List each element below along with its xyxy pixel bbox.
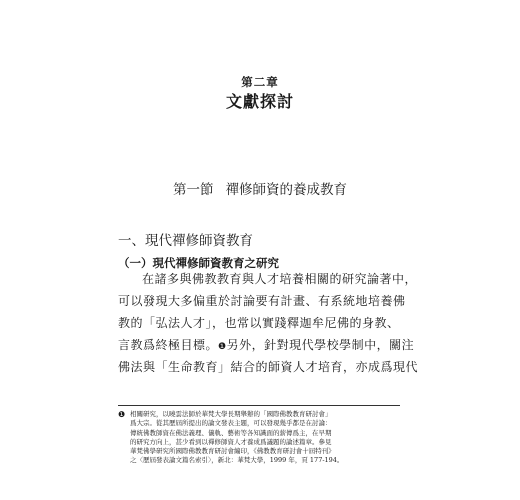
footnote-divider xyxy=(118,405,400,406)
section-heading xyxy=(0,178,520,198)
subsection-heading: 一、現代禪修師資教育 xyxy=(118,233,253,249)
chapter-number: 第二章 xyxy=(241,75,279,89)
chapter-title: 文獻探討 xyxy=(225,92,294,111)
subsubsection-heading: （一）現代禪修師資教育之研究 xyxy=(118,256,279,270)
body-line: 教的「弘法人才」，也常以實踐釋迦牟尼佛的身教、 xyxy=(118,316,400,330)
footnote-line: 爲大宗。從其歷屆所提出的論文發表主題，可以發現幾乎都是在討論： xyxy=(130,419,332,428)
body-line: 佛法與「生命教育」結合的師資人才培育，亦成爲現代 xyxy=(118,360,419,374)
footnote-line: 之〈歷屆發表論文篇名索引〉，新北：華梵大學，1999 年，頁 177-194。 xyxy=(130,456,344,465)
footnote-mark: ❶ xyxy=(118,410,126,419)
footnote-line: 相關研究，以曉雲法師於華梵大學長期舉辦的「國際佛教教育研討會」 xyxy=(130,410,332,418)
footnote-text xyxy=(130,410,400,466)
body-line-head: 言教爲終極目標。 xyxy=(118,338,219,352)
section-title: 禪修師資的養成教育 xyxy=(225,182,347,198)
footnote-reference[interactable]: ❶ xyxy=(218,342,227,352)
body-line xyxy=(118,334,415,356)
body-line-tail: 另外，針對現代學校學制中，關注 xyxy=(226,338,415,352)
footnote-line: 傳統佛教師資在佛法義理、儀軌、藝術等各知識面的薪傳爲主，在早期 xyxy=(130,428,332,437)
section-label: 第一節 xyxy=(173,182,214,198)
body-text xyxy=(118,268,419,378)
body-line: 可以發現大多偏重於討論要有計畫、有系統地培養佛 xyxy=(118,294,406,308)
body-line: 在諸多與佛教教育與人才培養相關的研究論著中， xyxy=(142,272,418,286)
footnote-line: 華梵佛學研究所國際佛教教育研討會編印，《佛教教育研討會十屆特刊》 xyxy=(130,447,335,456)
footnote xyxy=(118,410,400,466)
footnote-line: 的研究方向上，甚少看到以禪修師資人才養成爲議題的論述篇章。參見 xyxy=(130,437,332,446)
